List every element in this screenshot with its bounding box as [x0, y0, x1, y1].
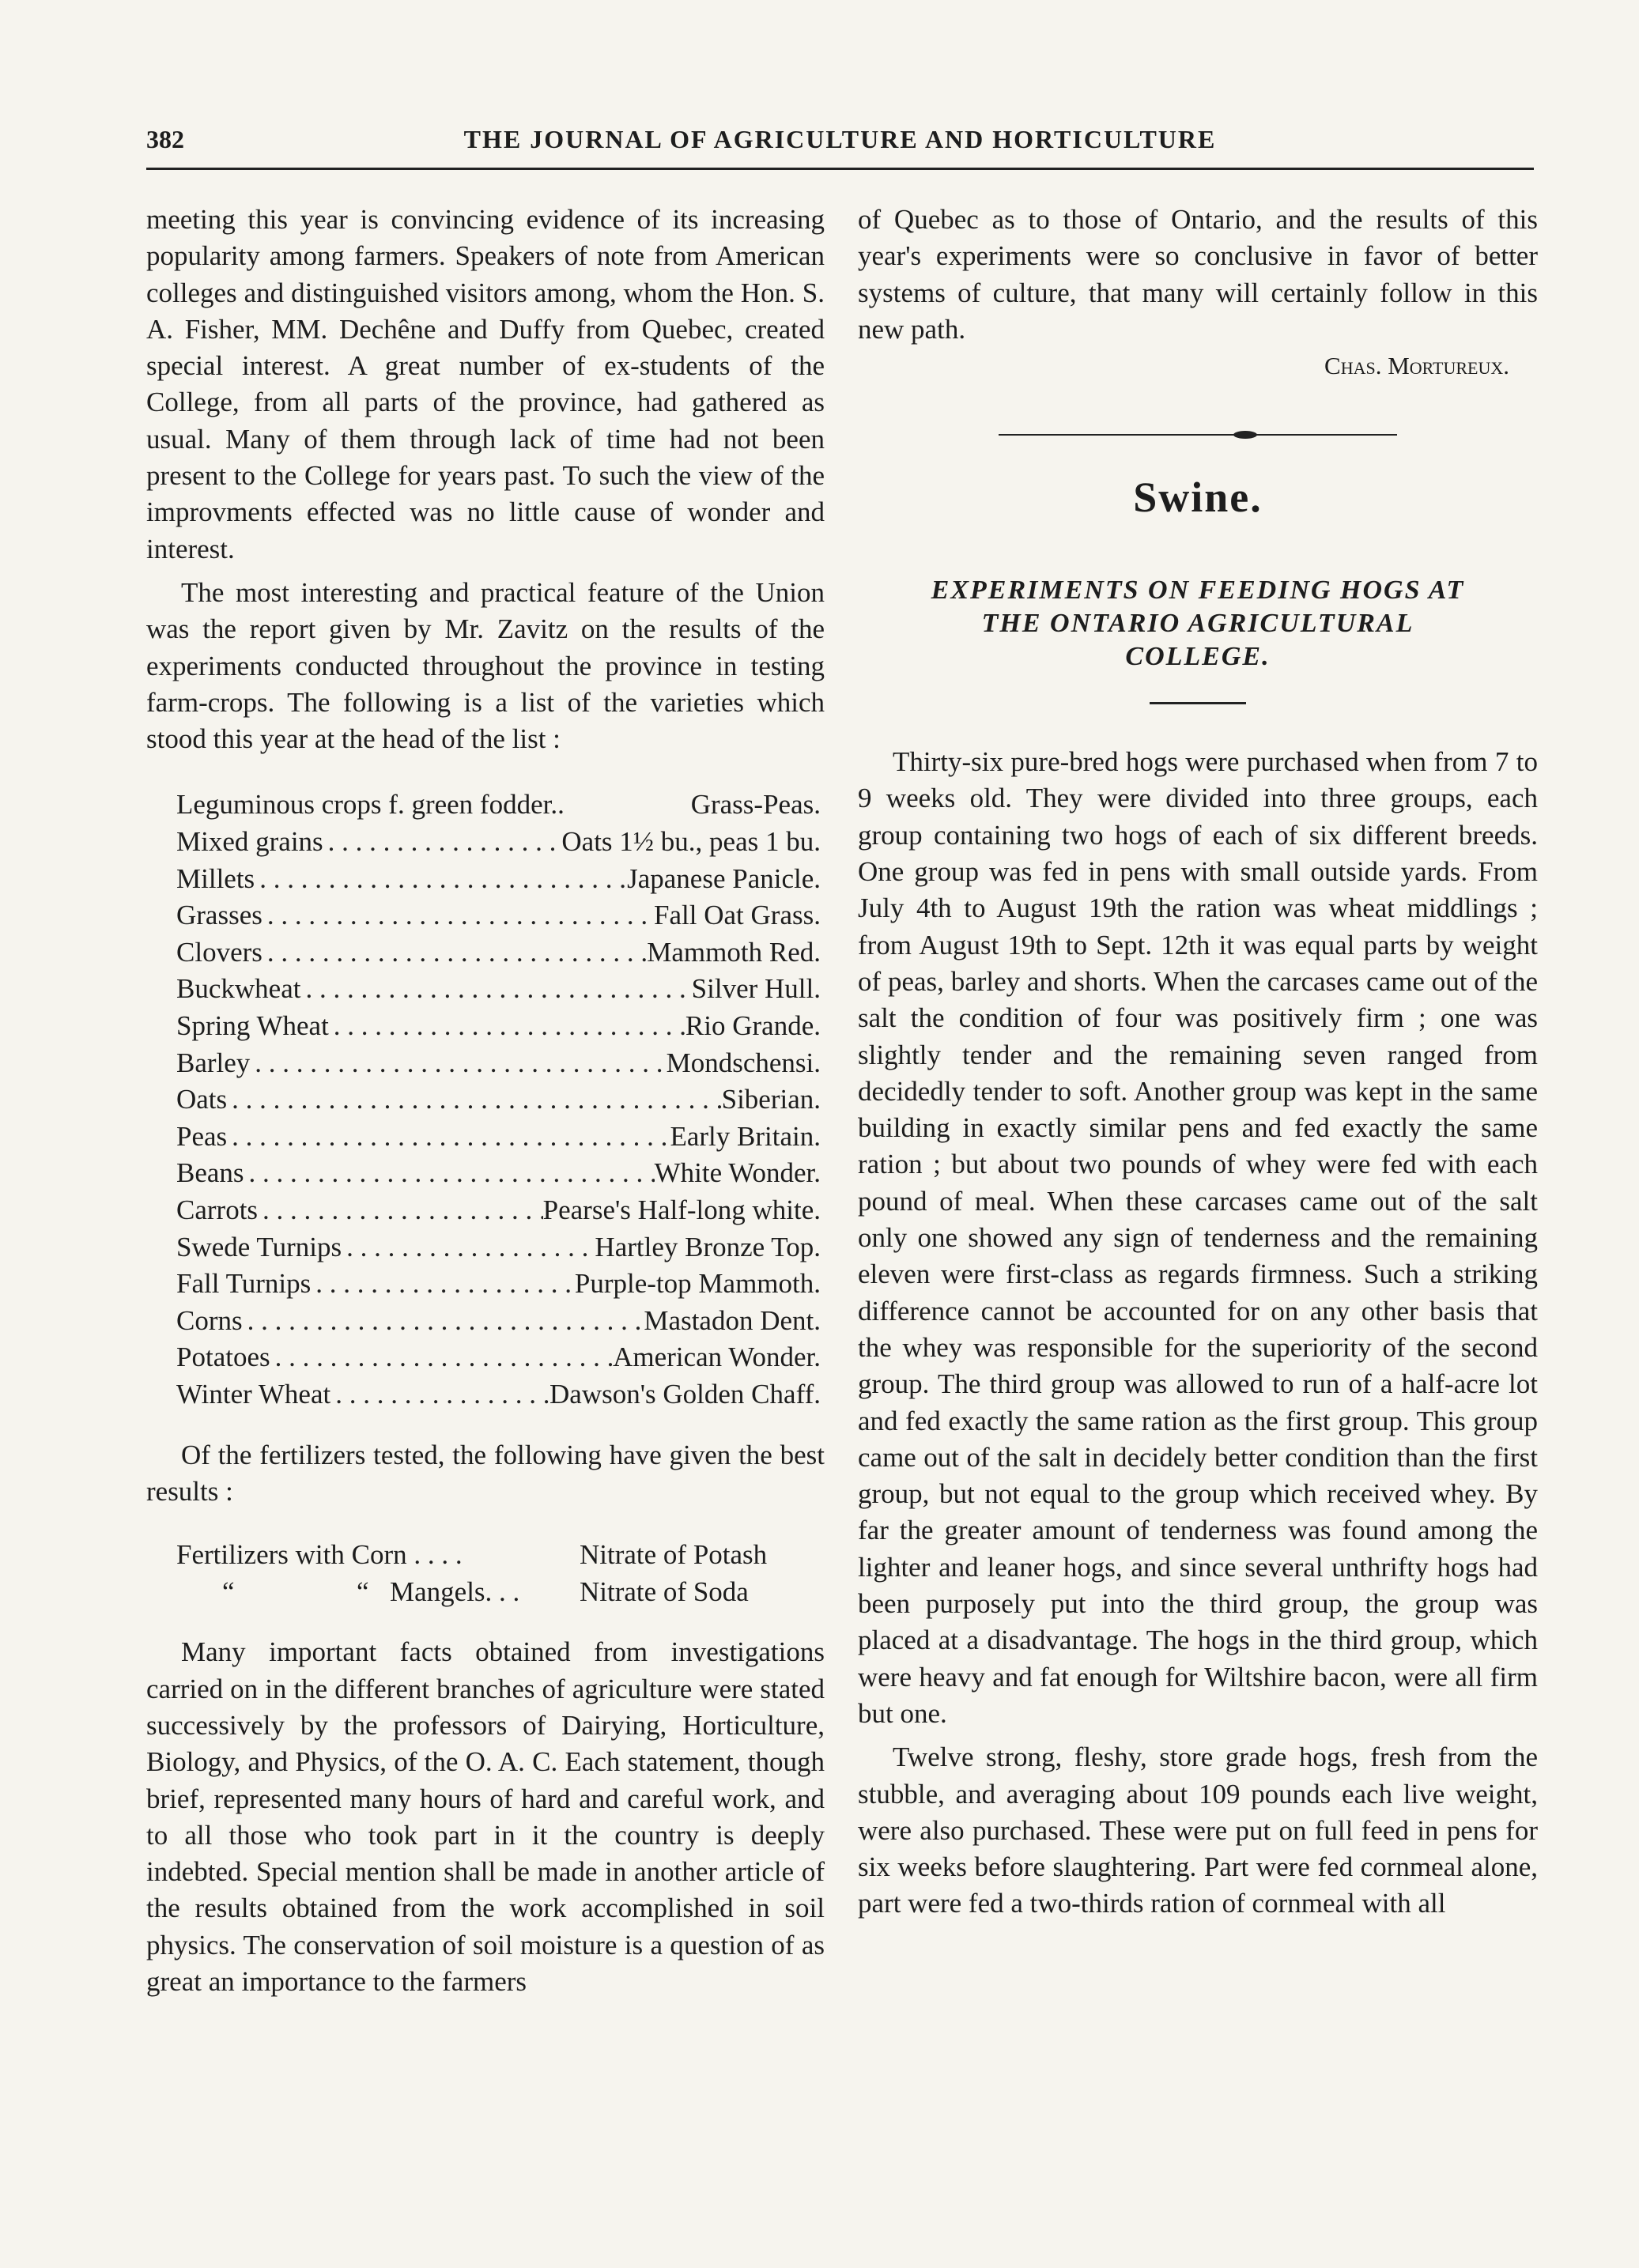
- crop-name: Barley: [176, 1047, 251, 1078]
- fertilizer-name: Nitrate of Soda: [580, 1576, 749, 1607]
- leader-dots: [227, 1119, 670, 1156]
- leader-dots: [330, 1376, 549, 1413]
- fertilizer-crop: Mangels. . .: [390, 1576, 520, 1607]
- variety-name: Siberian.: [721, 1084, 821, 1115]
- variety-row: [176, 1008, 821, 1045]
- variety-name: Mammoth Red.: [647, 936, 821, 968]
- leader-dots: [244, 1155, 655, 1192]
- variety-name: Mondschensi.: [666, 1047, 821, 1078]
- variety-name: Hartley Bronze Top.: [595, 1231, 821, 1262]
- article-title-line: COLLEGE.: [1125, 642, 1271, 672]
- leader-dots: [262, 897, 654, 934]
- crop-name: Oats: [176, 1084, 228, 1115]
- ditto-mark: “: [357, 1576, 369, 1607]
- crop-name: Buckwheat: [176, 973, 301, 1005]
- crop-name: Mixed grains: [176, 826, 323, 858]
- leader-dots: [270, 1339, 614, 1376]
- variety-name: Japanese Panicle.: [627, 862, 821, 894]
- variety-row: [176, 861, 821, 898]
- fertilizer-row: [176, 1574, 821, 1611]
- header-rule: [146, 168, 1534, 170]
- article-title-line: THE ONTARIO AGRICULTURAL: [981, 609, 1414, 639]
- crop-name: Carrots: [176, 1194, 259, 1225]
- variety-name: Grass-Peas.: [690, 789, 821, 821]
- crop-name: Clovers: [176, 936, 262, 968]
- leader-dots: [262, 934, 647, 972]
- paragraph-investigations: Many important facts obtained from investigations carried on in the different branches of agriculture were stated successively by the professors of Dairying, Horticulture, Biology, and Physics, of the O. A. C. Each statement, though brief, represented many hours of hard and careful work, and to all those who took part in it the country is deeply indebted. Special mention shall be made in another article of the results obtained from the work accomplished in soil physics. The conservation of soil moisture is a question of as great an importance to the farmers: [146, 1636, 825, 1997]
- crop-name: Leguminous crops f. green fodder..: [176, 789, 565, 821]
- fertilizers-list: [176, 1537, 821, 1610]
- crop-name: Spring Wheat: [176, 1010, 329, 1042]
- crop-name: Peas: [176, 1120, 228, 1152]
- author-signature: Chas. Mortureux.: [1324, 352, 1509, 380]
- fertilizer-crop: Fertilizers with Corn . . . .: [176, 1539, 463, 1571]
- variety-row: [176, 1081, 821, 1119]
- variety-row: [176, 1192, 821, 1229]
- leader-dots: [258, 1192, 543, 1229]
- variety-row: [176, 1045, 821, 1082]
- leader-dots: [323, 824, 562, 861]
- variety-name: Oats 1½ bu., peas 1 bu.: [561, 826, 821, 858]
- variety-row: [176, 787, 821, 824]
- paragraph-quebec: of Quebec as to those of Ontario, and the results of this year's experiments were so conclusive in favor of better systems of culture, that many will certainly follow in this new path.: [858, 204, 1538, 345]
- leader-dots: [243, 1303, 644, 1340]
- paragraph-twelve-hogs: Twelve strong, fleshy, store grade hogs, fresh from the stubble, and averaging about 109 pounds each live weight, were also purchased. These were put on full feed in pens for six weeks before slaughtering. Part were fed cornmeal alone, part were fed a two-thirds ration of cornmeal with all: [858, 1742, 1538, 1919]
- crop-name: Winter Wheat: [176, 1378, 331, 1409]
- fertilizer-row: [176, 1537, 821, 1574]
- title-rule: [1150, 702, 1246, 704]
- variety-row: [176, 934, 821, 972]
- variety-row: [176, 1339, 821, 1376]
- leader-dots: [329, 1008, 685, 1045]
- left-column: [146, 202, 825, 2000]
- variety-name: Purple-top Mammoth.: [574, 1268, 821, 1300]
- variety-name: Early Britain.: [670, 1120, 821, 1152]
- variety-name: Dawson's Golden Chaff.: [549, 1378, 821, 1409]
- page-number: 382: [146, 125, 184, 153]
- journal-title: THE JOURNAL OF AGRICULTURE AND HORTICULTURE: [463, 125, 1217, 153]
- paragraph-thirty-six-hogs: Thirty-six pure-bred hogs were purchased when from 7 to 9 weeks old. They were divided into three groups, each group containing two hogs of each of six different breeds. One group was fed in pens with small outside yards. From July 4th to August 19th the ration was wheat middlings ; from August 19th to Sept. 12th it was equal parts by weight of peas, barley and shorts. When the carcases came out of the salt the condition of four was positively firm ; one was slightly tender and the remaining seven ranged from decidedly tender to soft. Another group was kept in the same building in exactly similar pens and fed exactly the same ration ; but about two pounds of whey were fed with each pound of meal. When these carcases came out of the salt only one showed any sign of tenderness and the remaining eleven were first-class as regards firmness. Such a striking difference cannot be accounted for on any other basis that the whey was responsible for the superiority of the second group. The third group was allowed to run of a half-acre lot and fed exactly the same ration as the first group. This group came out of the salt in decidely better condition than the first group, but not equal to the group which received whey. By far the greater amount of tenderness was found among the lighter and leaner hogs, and since several unthrifty hogs had been purposely put into the third group, the group was placed at a disadvantage. The hogs in the third group, which were heavy and fat enough for Wiltshire bacon, were all firm but one.: [858, 746, 1538, 1729]
- variety-name: American Wonder.: [613, 1342, 821, 1373]
- varieties-list: [176, 787, 821, 1413]
- section-title: Swine.: [1133, 474, 1263, 522]
- variety-name: Silver Hull.: [691, 973, 821, 1005]
- crop-name: Millets: [176, 862, 255, 894]
- ornamental-divider: [858, 427, 1538, 451]
- variety-row: [176, 1376, 821, 1413]
- crop-name: Grasses: [176, 900, 262, 931]
- ditto-mark: “: [222, 1576, 235, 1607]
- article-title-line: EXPERIMENTS ON FEEDING HOGS AT: [931, 575, 1465, 606]
- leader-dots: [227, 1081, 721, 1119]
- crop-name: Beans: [176, 1157, 244, 1189]
- variety-row: [176, 1303, 821, 1340]
- variety-row: [176, 897, 821, 934]
- variety-row: [176, 1155, 821, 1192]
- leader-dots: [250, 1045, 666, 1082]
- variety-row: [176, 1229, 821, 1266]
- variety-name: Rio Grande.: [685, 1010, 821, 1042]
- paragraph-meeting: meeting this year is convincing evidence of its increasing popularity among farmers. Speakers of note from American colleges and distinguished visitors among, whom the Hon. S. A. Fisher, MM. Dechêne and Duffy from Quebec, created special interest. A great number of ex-students of the College, from all parts of the province, had gathered as usual. Many of them through lack of time had not been present to the College for years past. To such the view of the improvments effected was no little cause of wonder and interest.: [146, 204, 825, 564]
- right-column: [858, 202, 1538, 1923]
- variety-row: [176, 824, 821, 861]
- running-header: [146, 125, 1534, 164]
- crop-name: Corns: [176, 1304, 243, 1336]
- variety-name: White Wonder.: [654, 1157, 821, 1189]
- variety-row: [176, 971, 821, 1008]
- crop-name: Fall Turnips: [176, 1268, 312, 1300]
- leader-dots: [300, 971, 691, 1008]
- variety-name: Fall Oat Grass.: [654, 900, 821, 931]
- leader-dots: [342, 1229, 595, 1266]
- variety-name: Pearse's Half-long white.: [542, 1194, 821, 1225]
- variety-row: [176, 1266, 821, 1303]
- variety-row: [176, 1119, 821, 1156]
- fertilizer-name: Nitrate of Potash: [580, 1539, 768, 1571]
- crop-name: Potatoes: [176, 1342, 270, 1373]
- article-title: [858, 574, 1538, 674]
- crop-name: Swede Turnips: [176, 1231, 342, 1262]
- leader-dots: [311, 1266, 575, 1303]
- paragraph-union-report: The most interesting and practical feature of the Union was the report given by Mr. Zavitz on the results of the experiments conducted throughout the province in testing farm-crops. The following is a list of the varieties which stood this year at the head of the list :: [146, 576, 825, 755]
- paragraph-fertilizers-intro: Of the fertilizers tested, the following have given the best results :: [146, 1439, 825, 1507]
- leader-dots: [255, 861, 627, 898]
- variety-name: Mastadon Dent.: [644, 1304, 821, 1336]
